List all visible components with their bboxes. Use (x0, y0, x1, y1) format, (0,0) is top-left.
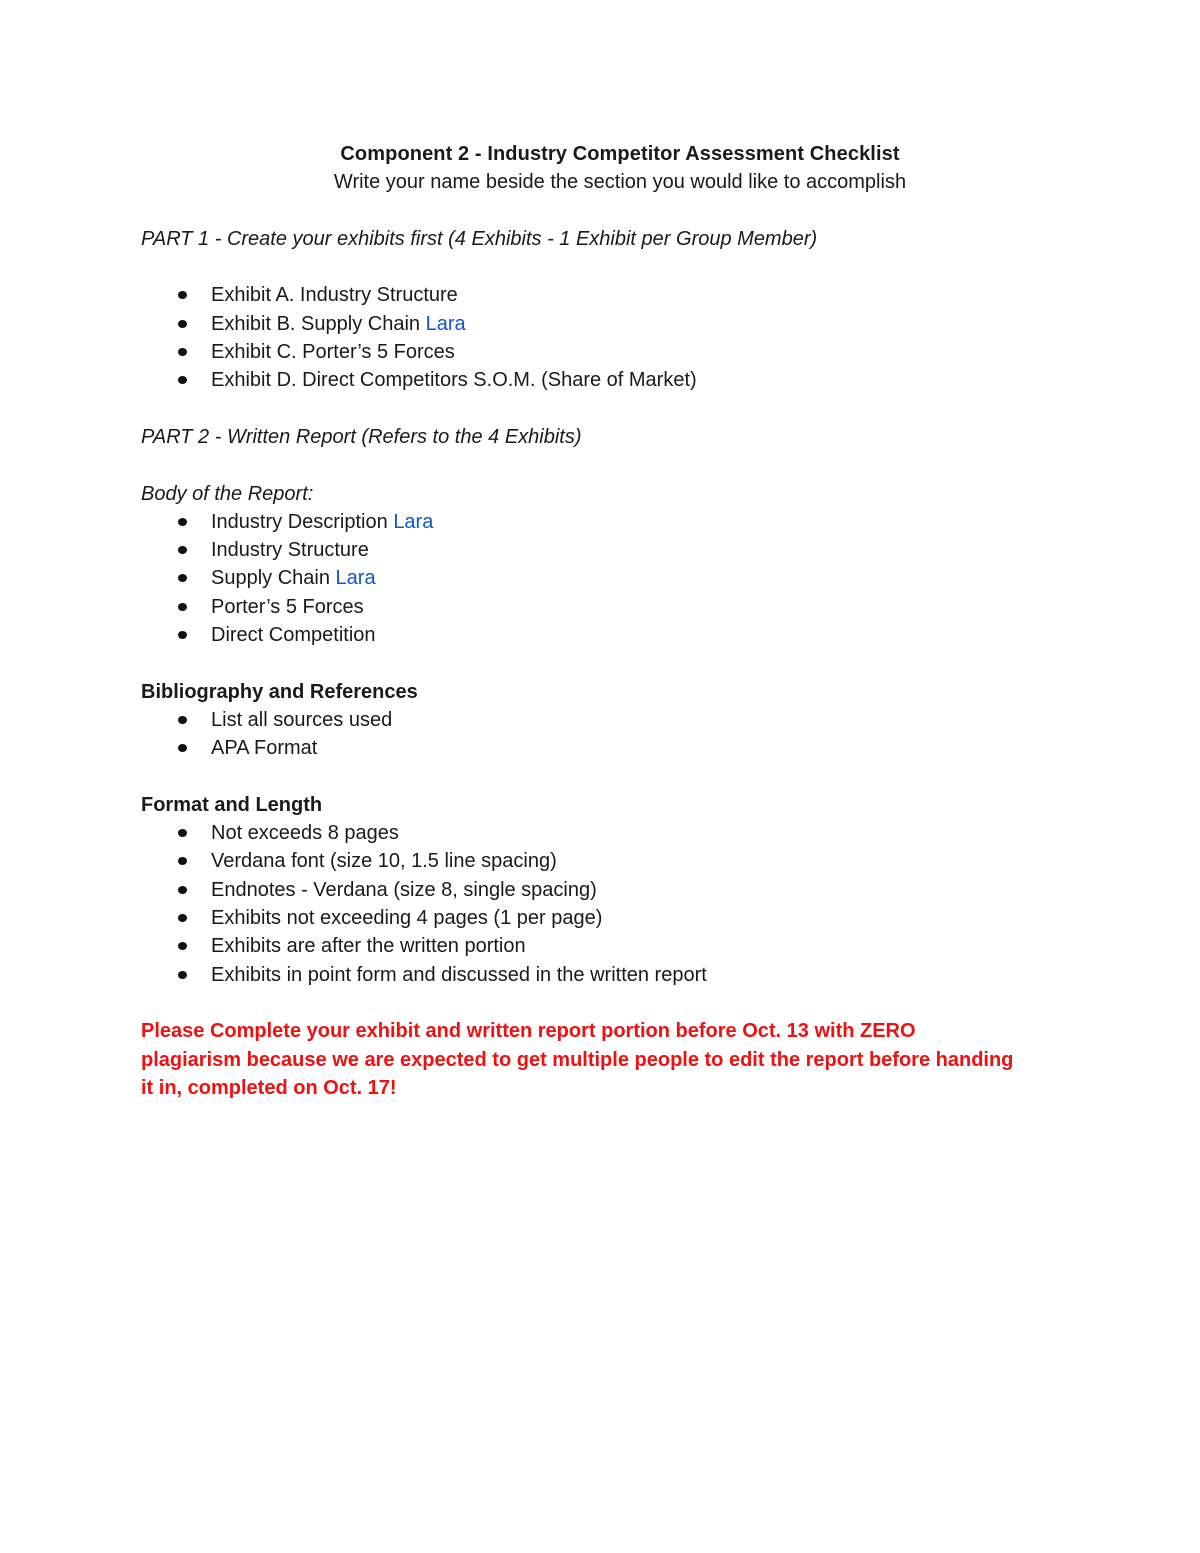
exhibit-list (141, 281, 1061, 394)
bullet-icon (178, 886, 187, 894)
bullet-icon (178, 574, 187, 582)
list-item (141, 621, 1061, 649)
spacer (141, 989, 1061, 1017)
list-item-text: Industry Description (211, 510, 388, 533)
bullet-icon (178, 603, 187, 611)
list-item-text: List all sources used (211, 708, 393, 731)
list-item (141, 961, 1061, 989)
bullet-icon (178, 376, 187, 384)
list-item-text: Endnotes - Verdana (size 8, single spacing) (211, 878, 597, 901)
list-item (141, 508, 1061, 536)
bullet-icon (178, 348, 187, 356)
list-item-text: Porter’s 5 Forces (211, 595, 364, 618)
bullet-icon (178, 744, 187, 752)
list-item (141, 564, 1061, 592)
deadline-notice: Please Complete your exhibit and written report portion before Oct. 13 with ZERO plagiarism because we are expected to get multiple people to edit the report before handing it in, completed on Oct. 17! (141, 1020, 1014, 1099)
format-heading: Format and Length (141, 793, 323, 816)
report-body-list (141, 508, 1061, 649)
assignee-name: Lara (393, 510, 434, 533)
list-item-text: Exhibit C. Porter’s 5 Forces (211, 341, 455, 364)
list-item (141, 536, 1061, 564)
list-item-text: Exhibits in point form and discussed in the written report (211, 963, 707, 986)
document-title: Component 2 - Industry Competitor Assessment Checklist (340, 143, 900, 165)
list-item-text: Exhibit A. Industry Structure (211, 284, 458, 307)
bullet-icon (178, 829, 187, 837)
bullet-icon (178, 971, 187, 979)
document-subtitle: Write your name beside the section you would like to accomplish (333, 171, 907, 194)
list-item (141, 819, 1061, 847)
spacer (141, 763, 1061, 791)
spacer (141, 649, 1061, 677)
list-item (141, 593, 1061, 621)
list-item-text: Exhibits not exceeding 4 pages (1 per page) (211, 907, 603, 930)
list-item (141, 706, 1061, 734)
bullet-icon (178, 942, 187, 950)
list-item-text: Not exceeds 8 pages (211, 822, 399, 845)
list-item (141, 876, 1061, 904)
list-item-text: Verdana font (size 10, 1.5 line spacing) (211, 850, 557, 873)
bullet-icon (178, 857, 187, 865)
part-2-heading: PART 2 - Written Report (Refers to the 4 Exhibits) (141, 425, 582, 448)
bullet-icon (178, 914, 187, 922)
list-item (141, 338, 1061, 366)
assignee-name: Lara (335, 567, 376, 590)
part-1-heading: PART 1 - Create your exhibits first (4 Exhibits - 1 Exhibit per Group Member) (141, 227, 818, 250)
assignee-name: Lara (425, 312, 466, 335)
format-list (141, 819, 1061, 989)
list-item-text: Exhibit B. Supply Chain (211, 312, 421, 335)
bullet-icon (178, 546, 187, 554)
list-item-text: APA Format (211, 737, 318, 760)
list-item (141, 281, 1061, 309)
spacer (141, 395, 1061, 423)
list-item-text: Direct Competition (211, 624, 376, 647)
bullet-icon (178, 320, 187, 328)
list-item (141, 366, 1061, 394)
report-body-heading: Body of the Report: (141, 482, 314, 505)
list-item-text: Industry Structure (211, 539, 369, 562)
bullet-icon (178, 518, 187, 526)
list-item (141, 310, 1061, 338)
list-item (141, 847, 1061, 875)
document-body (141, 138, 1061, 1102)
bibliography-heading: Bibliography and References (141, 680, 418, 703)
list-item (141, 904, 1061, 932)
list-item-text: Exhibits are after the written portion (211, 935, 526, 958)
bullet-icon (178, 716, 187, 724)
bibliography-list (141, 706, 1061, 763)
list-item (141, 932, 1061, 960)
spacer (141, 451, 1061, 479)
bullet-icon (178, 291, 187, 299)
spacer (141, 253, 1061, 281)
list-item (141, 734, 1061, 762)
spacer (141, 197, 1061, 225)
list-item-text: Supply Chain (211, 567, 330, 590)
bullet-icon (178, 631, 187, 639)
list-item-text: Exhibit D. Direct Competitors S.O.M. (Share of Market) (211, 369, 697, 392)
